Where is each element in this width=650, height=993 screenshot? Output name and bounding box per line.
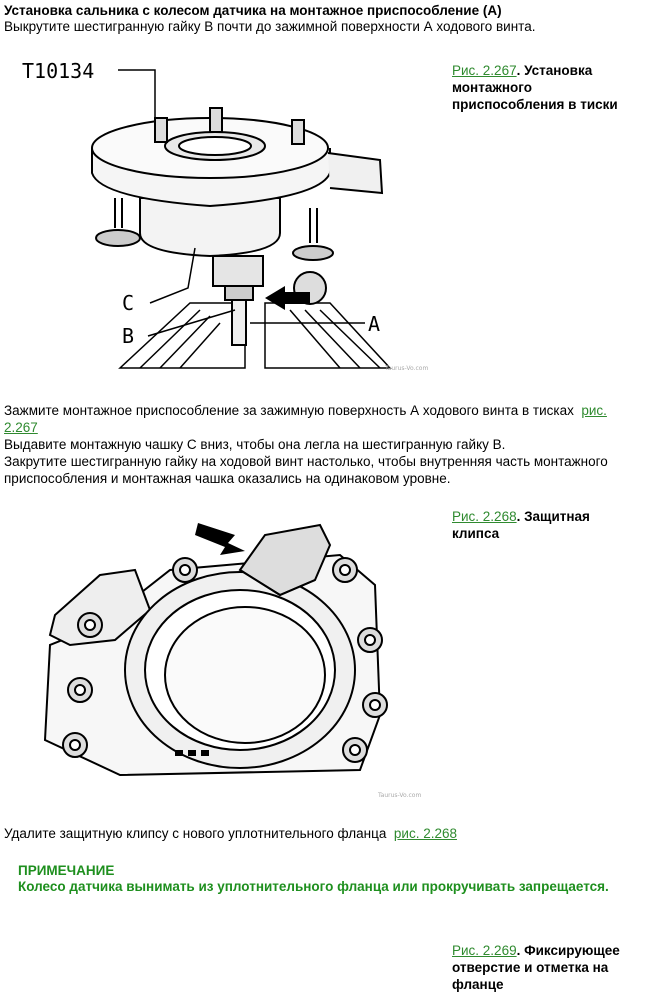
caption-line: фланце bbox=[452, 977, 504, 992]
figure-2-267-ref-link[interactable]: рис. bbox=[581, 403, 607, 418]
flange-marks bbox=[175, 750, 209, 756]
figure-2-268-ref-link[interactable]: рис. 2.268 bbox=[393, 826, 457, 841]
flange-drawing bbox=[45, 525, 387, 775]
instruction-step: Выкрутите шестигранную гайку B почти до зажимной поверхности А ходового винта. bbox=[4, 19, 536, 34]
tool-drawing bbox=[92, 108, 382, 345]
para-text: Зажмите монтажное приспособление за зажимную поверхность А ходового винта в тисках bbox=[4, 403, 574, 418]
caption-line: клипса bbox=[452, 526, 500, 541]
figure-2-269-caption bbox=[452, 942, 642, 993]
vise-drawing bbox=[120, 303, 390, 368]
para-text: Удалите защитную клипсу с нового уплотнительного фланца bbox=[4, 826, 387, 841]
figure-2-269-link[interactable]: Рис. 2.269 bbox=[452, 943, 517, 958]
watermark: Taurus-Vo.com bbox=[385, 365, 429, 372]
paragraph-1 bbox=[4, 402, 648, 487]
figure-2-268-link[interactable]: Рис. 2.268 bbox=[452, 509, 517, 524]
caption-line: . Защитная bbox=[516, 509, 590, 524]
para-line: приспособления и монтажная чашка оказались на одинаковом уровне. bbox=[4, 471, 451, 486]
caption-line: . Фиксирующее bbox=[516, 943, 620, 958]
para-line: Выдавите монтажную чашку C вниз, чтобы она легла на шестигранную гайку B. bbox=[4, 437, 506, 452]
figure-2-268-caption bbox=[452, 508, 642, 542]
para-line: Закрутите шестигранную гайку на ходовой винт настолько, чтобы внутренняя часть монтажного bbox=[4, 454, 608, 469]
label-tool: T10134 bbox=[22, 59, 95, 83]
paragraph-2 bbox=[4, 825, 648, 842]
caption-line: приспособления в тиски bbox=[452, 97, 618, 112]
figure-2-267-ref-link-cont[interactable]: 2.267 bbox=[4, 420, 38, 435]
label-c: C bbox=[122, 291, 135, 315]
caption-line: монтажного bbox=[452, 80, 532, 95]
label-a: A bbox=[368, 312, 381, 336]
caption-line: отверстие и отметка на bbox=[452, 960, 609, 975]
caption-line: . Установка bbox=[516, 63, 593, 78]
figure-2-267-caption bbox=[452, 62, 642, 113]
para-line bbox=[4, 402, 648, 419]
para-line bbox=[4, 419, 648, 436]
note-body: Колесо датчика вынимать из уплотнительного фланца или прокручивать запрещается. bbox=[18, 879, 609, 894]
note-heading: ПРИМЕЧАНИЕ bbox=[18, 863, 115, 878]
label-b: B bbox=[122, 324, 135, 348]
figure-2-267-link[interactable]: Рис. 2.267 bbox=[452, 63, 517, 78]
figure-2-267-illustration bbox=[10, 48, 440, 378]
watermark: Taurus-Vo.com bbox=[378, 792, 422, 799]
figure-2-268-illustration bbox=[40, 515, 440, 800]
section-title: Установка сальника с колесом датчика на монтажное приспособление (А) bbox=[4, 3, 502, 18]
clip-arrow bbox=[195, 523, 245, 555]
